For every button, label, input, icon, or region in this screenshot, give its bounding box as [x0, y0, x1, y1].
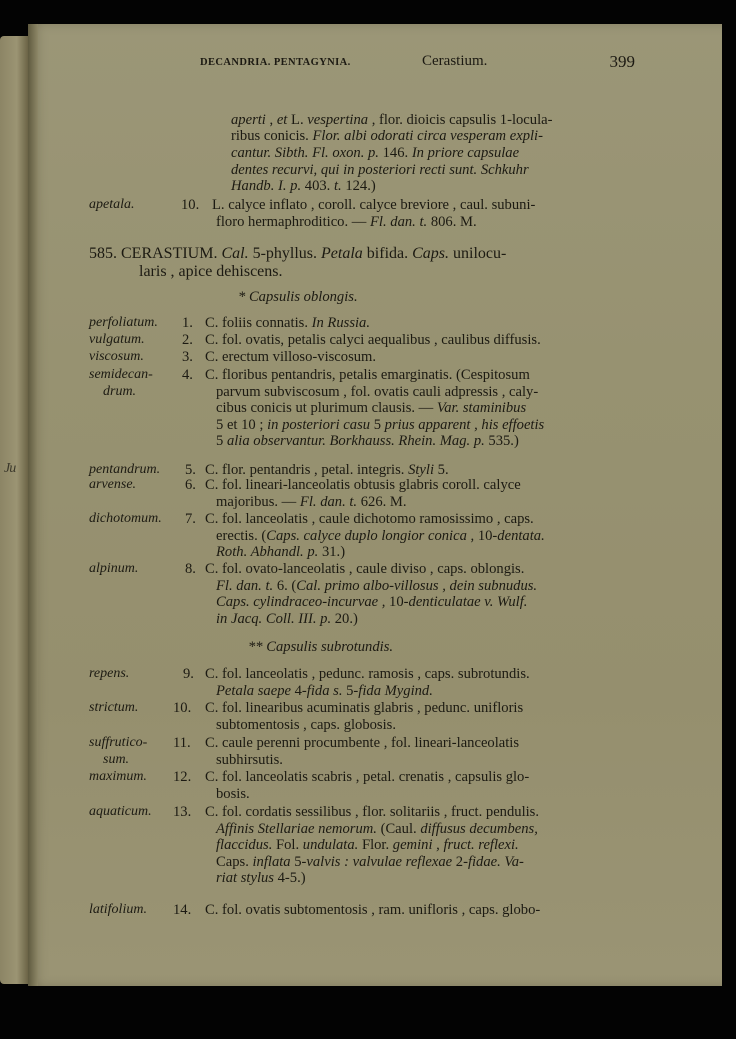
text-line — [216, 786, 250, 802]
text-line — [216, 384, 538, 400]
text-line — [205, 332, 541, 348]
text-run: C. foliis connatis. — [205, 315, 312, 331]
text-line — [205, 315, 370, 331]
text-run: Var. staminibus — [436, 400, 527, 417]
text-run: flaccidus. — [216, 837, 273, 854]
text-run: gemini , fruct. reflexi. — [392, 837, 519, 854]
text-run: Fol. — [272, 837, 303, 854]
species-number: 12. — [173, 769, 192, 785]
text-run: bosis. — [216, 785, 250, 802]
genus-name: CERASTIUM. — [121, 245, 218, 262]
text-line — [216, 752, 283, 768]
text-line — [216, 611, 358, 627]
page-number: 399 — [609, 52, 635, 71]
text-run: vespertina — [307, 112, 369, 128]
text-run: C. fol. ovatis, petalis calyci aequalibus , caulibus diffusis. — [205, 332, 541, 348]
text-line — [216, 544, 345, 560]
text-run: Caps. cylindraceo-incurvae , — [216, 594, 386, 611]
text-run: fida Mygind. — [358, 682, 433, 699]
text-run: C. flor. pentandris , petal. integris. — [205, 462, 409, 478]
text-line — [205, 666, 530, 682]
genus-number: 585. — [89, 245, 117, 262]
species-number: 4. — [182, 367, 193, 383]
species-number: 10. — [181, 197, 200, 213]
species-number: 10. — [173, 700, 192, 716]
species-number: 9. — [183, 666, 194, 682]
text-run: 5 — [370, 416, 385, 433]
text-run: cantur. Sibth. Fl. oxon. p. — [231, 145, 379, 161]
text-run: 4- — [290, 682, 307, 699]
text-line — [216, 854, 524, 870]
text-run: C. caule perenni procumbente , fol. lineari-lanceolatis — [205, 735, 520, 751]
text-run: 10- — [385, 594, 409, 611]
text-line — [205, 349, 376, 365]
text-run: et — [276, 112, 288, 128]
text-line — [231, 178, 376, 194]
text-run: Fl. dan. t. — [216, 577, 274, 594]
text-run: in posteriori casu — [267, 416, 371, 433]
text-run: C. fol. ovatis subtomentosis , ram. unifloris , caps. globo- — [205, 902, 541, 918]
text-run: riat stylus — [216, 870, 274, 887]
text-run: floro hermaphroditico. — — [216, 214, 371, 230]
species-epithet: sum. — [103, 751, 130, 767]
text-line — [205, 902, 540, 918]
text-run: subhirsutis. — [216, 751, 283, 768]
text-line — [216, 578, 537, 594]
species-epithet: semidecan- — [89, 367, 153, 382]
text-run: Handb. I. p. — [231, 178, 302, 194]
text-line — [205, 561, 524, 577]
text-run: 5 et 10 ; — [216, 416, 268, 433]
genus-line — [89, 245, 506, 263]
text-run: C. fol. ovato-lanceolatis , caule diviso , caps. oblongis. — [205, 561, 525, 577]
text-line — [205, 769, 529, 785]
text-run: dentata. — [497, 527, 545, 544]
species-epithet: suffrutico- — [89, 735, 148, 750]
text-run: 626. M. — [357, 493, 407, 510]
genus-header: Cerastium. — [422, 53, 488, 69]
text-run: Fl. dan. t. — [299, 493, 358, 510]
text-line — [216, 494, 407, 510]
species-epithet: pentandrum. — [89, 462, 161, 477]
text-run: alia observantur. Borkhauss. Rhein. Mag. p. — [226, 433, 485, 450]
text-run: In Russia. — [311, 315, 370, 331]
text-run: C. fol. cordatis sessilibus , flor. solitariis , fruct. pendulis. — [205, 804, 540, 820]
text-run: In priore capsulae — [411, 145, 520, 161]
text-run: erectis. ( — [216, 527, 267, 544]
text-line — [216, 821, 538, 837]
text-run: 5- — [342, 682, 359, 699]
text-run: Caps. — [412, 245, 450, 262]
text-run: t. — [333, 178, 342, 194]
text-run: fidae. Va- — [467, 853, 524, 870]
species-epithet: arvense. — [89, 477, 137, 492]
text-line — [231, 162, 529, 178]
text-run: Flor. — [358, 837, 393, 854]
text-run: Cal. primo albo-villosus , dein subnudus. — [296, 577, 538, 594]
text-line — [231, 112, 552, 128]
text-run: (Caul. — [376, 820, 421, 837]
text-line — [216, 400, 526, 416]
text-line — [216, 717, 396, 733]
text-run: Petala — [321, 245, 363, 262]
text-run: bifida. — [362, 245, 413, 262]
text-run: 4-5.) — [273, 870, 306, 887]
species-number: 6. — [185, 477, 196, 493]
text-run: diffusus decumbens, — [420, 820, 538, 837]
text-run: fida s. — [306, 682, 343, 699]
text-run: C. fol. linearibus acuminatis glabris , pedunc. unifloris — [205, 700, 524, 716]
text-run: C. fol. lanceolatis , caule dichotomo ramosissimo , caps. — [205, 511, 534, 527]
species-epithet: vulgatum. — [89, 332, 145, 347]
text-line — [216, 528, 545, 544]
text-run: subtomentosis , caps. globosis. — [216, 716, 396, 733]
text-run: 146. — [378, 145, 412, 161]
species-number: 14. — [173, 902, 192, 918]
text-run: C. erectum villoso-viscosum. — [205, 349, 377, 365]
text-run: C. floribus pentandris, petalis emarginatis. (Cespitosum — [205, 367, 530, 383]
species-number: 8. — [185, 561, 196, 577]
margin-handwriting: Ju — [4, 461, 16, 476]
text-run: C. fol. lanceolatis scabris , petal. crenatis , capsulis glo- — [205, 769, 530, 785]
text-run: 2- — [452, 853, 468, 870]
text-run: cibus conicis ut plurimum clausis. — — [216, 400, 437, 417]
text-run: , — [265, 112, 277, 128]
text-run: dentes recurvi, qui in posteriori recti sunt. Schkuhr — [231, 162, 529, 178]
species-number: 1. — [182, 315, 193, 331]
text-run: , flor. dioicis capsulis 1-locula- — [368, 112, 553, 128]
text-line — [216, 594, 527, 610]
text-line — [231, 128, 543, 144]
species-epithet: aquaticum. — [89, 804, 152, 819]
species-epithet: maximum. — [89, 769, 147, 784]
text-run: 124.) — [341, 178, 376, 194]
text-line — [216, 417, 544, 433]
text-run: Roth. Abhandl. p. — [216, 544, 319, 561]
species-epithet: apetala. — [89, 197, 135, 212]
species-number: 3. — [182, 349, 193, 365]
text-run: undulata. — [302, 837, 359, 854]
species-epithet: repens. — [89, 666, 130, 681]
text-run: 5 — [216, 433, 227, 450]
text-run: Petala saepe — [216, 682, 291, 699]
text-line — [231, 145, 519, 161]
text-run: 5-phyllus. — [248, 245, 322, 262]
text-line — [205, 700, 523, 716]
text-run: 20.) — [331, 610, 358, 627]
text-run: Caps. — [216, 853, 253, 870]
text-run: 5- — [290, 853, 307, 870]
species-epithet: drum. — [103, 383, 137, 399]
text-run: 31.) — [318, 544, 346, 561]
text-run: Cal. — [221, 245, 249, 262]
text-run: C. fol. lineari-lanceolatis obtusis glabris coroll. calyce — [205, 477, 521, 493]
species-epithet: strictum. — [89, 700, 139, 715]
text-run: unilocu- — [449, 245, 507, 262]
species-epithet: dichotomum. — [89, 511, 162, 526]
text-run: denticulatae v. Wulf. — [408, 594, 528, 611]
running-head — [200, 52, 660, 72]
species-number: 13. — [173, 804, 192, 820]
text-line: L. calyce inflato , coroll. calyce breviore , caul. subuni- — [212, 197, 536, 213]
text-run: inflata — [252, 853, 291, 870]
text-line — [216, 837, 519, 853]
text-run: ribus conicis. — [231, 128, 313, 144]
text-line — [205, 367, 530, 383]
species-epithet: alpinum. — [89, 561, 139, 576]
text-line — [205, 511, 534, 527]
text-run: Fl. dan. t. — [370, 214, 428, 230]
text-line — [216, 870, 306, 886]
text-run: 5. — [434, 462, 449, 478]
species-epithet: viscosum. — [89, 349, 144, 364]
species-number: 2. — [182, 332, 193, 348]
facing-page-edge — [0, 36, 28, 984]
text-run: Styli — [408, 462, 435, 478]
genus-line: laris , apice dehiscens. — [139, 263, 283, 280]
text-line — [216, 433, 519, 449]
species-number: 7. — [185, 511, 196, 527]
text-run: valvis : valvulae reflexae — [306, 853, 453, 870]
text-line — [205, 477, 521, 493]
text-run: 6. ( — [273, 577, 297, 594]
text-run: 806. M. — [427, 214, 477, 230]
species-epithet: perfoliatum. — [89, 315, 158, 330]
text-line — [205, 804, 539, 820]
text-line — [205, 462, 449, 478]
subsection-heading: * Capsulis oblongis. — [238, 289, 358, 305]
species-epithet: latifolium. — [89, 902, 147, 917]
text-run: majoribus. — — [216, 493, 300, 510]
text-line — [216, 214, 477, 230]
species-number: 11. — [173, 735, 191, 751]
text-run: L. — [287, 112, 308, 128]
text-run: 535.) — [484, 433, 519, 450]
text-run: prius apparent , his effoetis — [384, 416, 545, 433]
text-run: 10- — [474, 527, 498, 544]
text-run: parvum subviscosum , fol. ovatis cauli adpressis , caly- — [216, 383, 539, 400]
section-title: DECANDRIA. PENTAGYNIA. — [200, 57, 351, 68]
species-number: 5. — [185, 462, 196, 478]
text-line — [205, 735, 519, 751]
page-gutter — [28, 24, 38, 986]
text-run: Flor. albi odorati circa vesperam expli- — [312, 128, 543, 144]
text-run: C. fol. lanceolatis , pedunc. ramosis , caps. subrotundis. — [205, 666, 530, 682]
text-run: 403. — [301, 178, 334, 194]
subsection-heading: ** Capsulis subrotundis. — [248, 639, 394, 655]
text-line — [216, 683, 433, 699]
text-run: Affinis Stellariae nemorum. — [216, 820, 377, 837]
text-run: aperti — [231, 112, 266, 128]
text-run: Caps. calyce duplo longior conica , — [266, 527, 475, 544]
text-run: in Jacq. Coll. III. p. — [216, 610, 332, 627]
